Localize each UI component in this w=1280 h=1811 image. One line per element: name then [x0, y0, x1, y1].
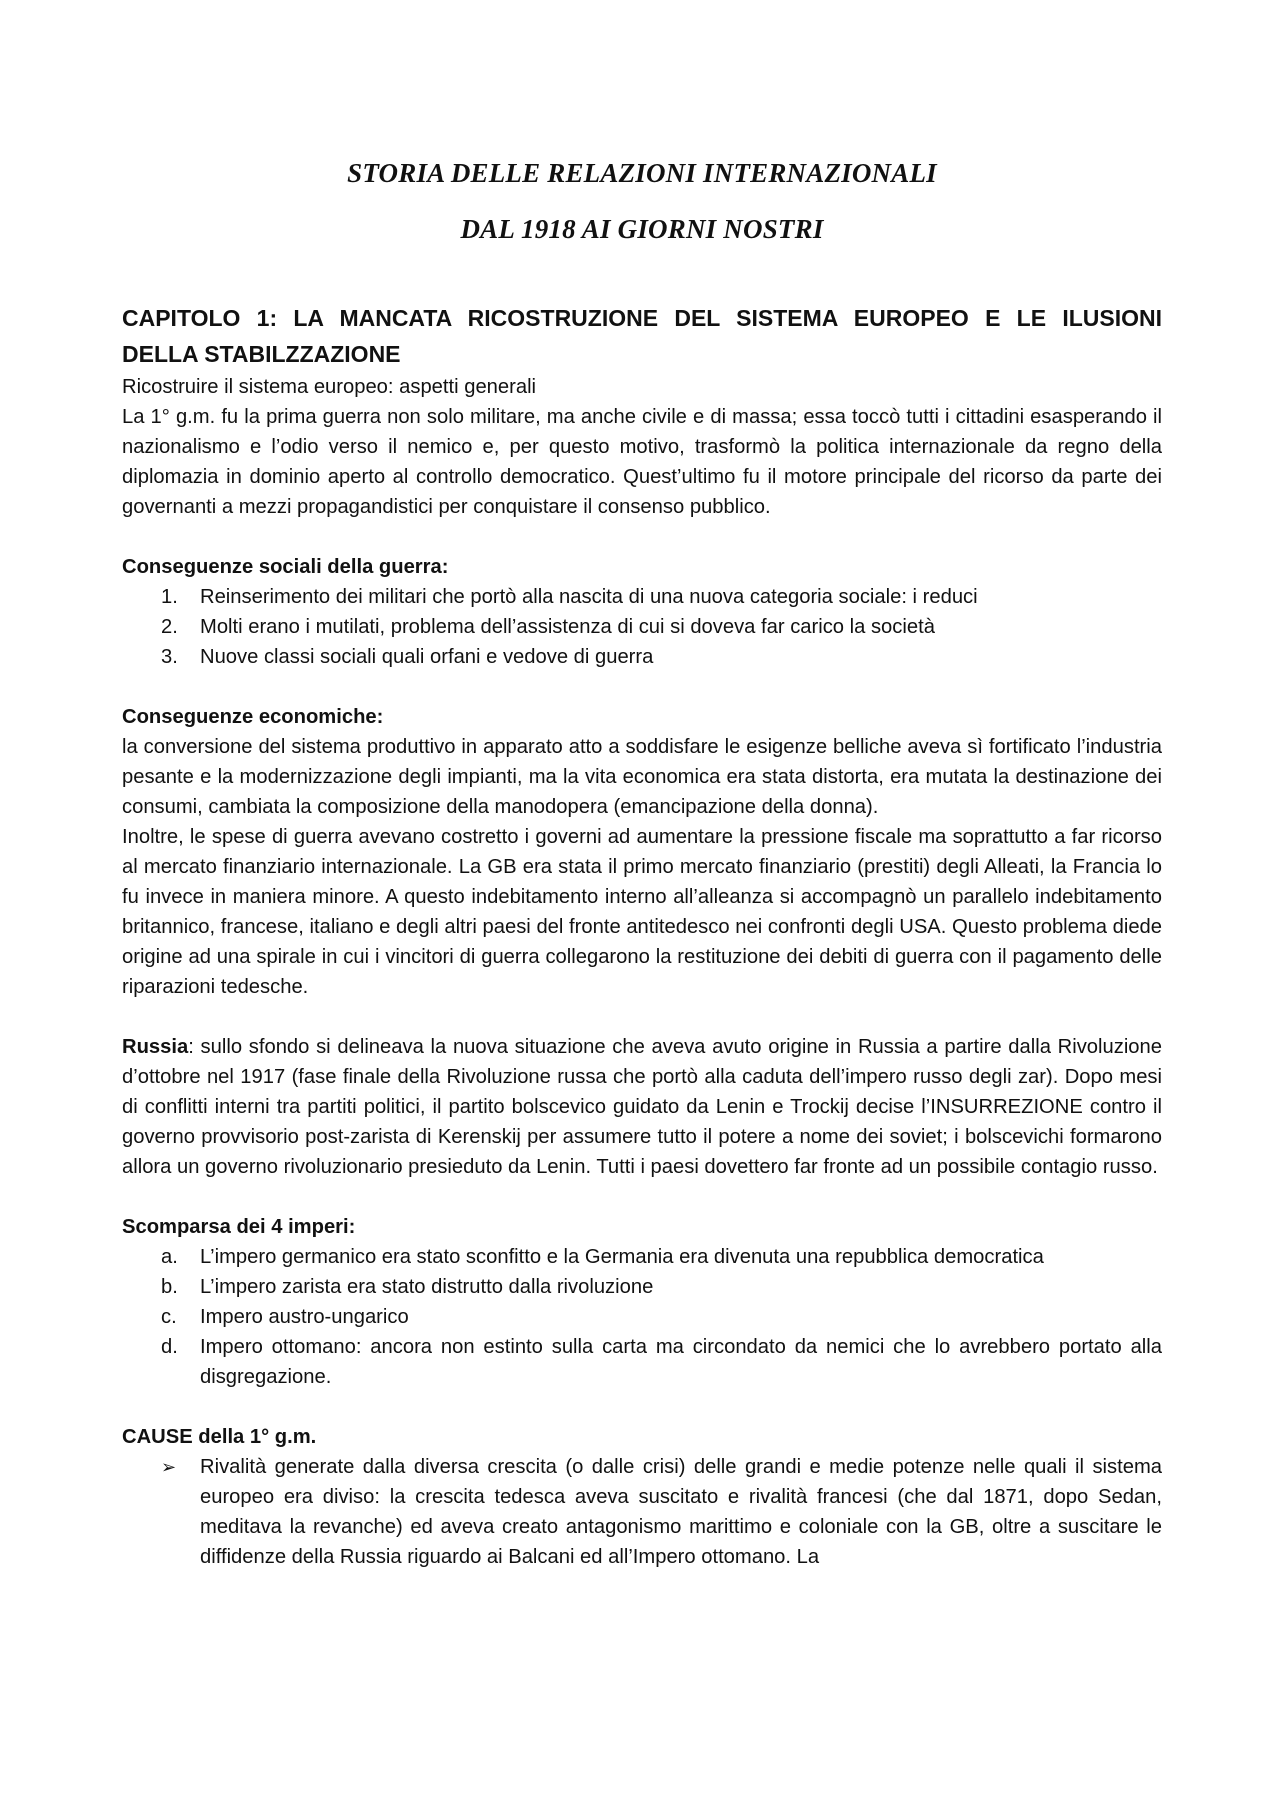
spacer: [122, 672, 1162, 702]
list-item: [122, 1272, 1162, 1302]
list-marker: 2.: [161, 616, 178, 638]
chapter-heading-line-2: DELLA STABILZZAZIONE: [122, 341, 401, 367]
causes-heading: CAUSE della 1° g.m.: [122, 1426, 317, 1448]
list-item: [122, 642, 1162, 672]
causes-list: [122, 1452, 1162, 1572]
spacer: [122, 1392, 1162, 1422]
list-marker: 1.: [161, 586, 178, 608]
russia-paragraph: [122, 1032, 1162, 1182]
spacer: [122, 522, 1162, 552]
document-title-line-1: STORIA DELLE RELAZIONI INTERNAZIONALI: [347, 158, 937, 188]
document-title-line-2: DAL 1918 AI GIORNI NOSTRI: [460, 214, 824, 244]
list-item-text: Nuove classi sociali quali orfani e vedove di guerra: [200, 646, 654, 668]
chapter-heading: [122, 300, 1162, 372]
empires-list: [122, 1242, 1162, 1392]
spacer: [122, 1002, 1162, 1032]
list-item-text: Impero austro-ungarico: [200, 1306, 409, 1328]
intro-paragraph: La 1° g.m. fu la prima guerra non solo militare, ma anche civile e di massa; essa toccò tutti i cittadini esasperando il nazionalismo e l’odio verso il nemico e, per questo motivo, trasformò la politica internazionale da regno della diplomazia in dominio aperto al controllo democratico. Quest’ultimo fu il motore principale del ricorso da parte dei governanti a mezzi propagandistici per conquistare il consenso pubblico.: [122, 406, 1162, 518]
list-marker: c.: [161, 1306, 177, 1328]
economic-paragraph-2: Inoltre, le spese di guerra avevano costretto i governi ad aumentare la pressione fiscale ma soprattutto a far ricorso al mercato finanziario internazionale. La GB era stata il primo mercato finanziario (prestiti) degli Alleati, la Francia lo fu invece in maniera minore. A questo indebitamento interno all’alleanza si accompagnò un parallelo indebitamento britannico, francese, italiano e degli altri paesi del fronte antitedesco nei confronti degli USA. Questo problema diede origine ad una spirale in cui i vincitori di guerra collegarono la restituzione dei debiti di guerra con il pagamento delle riparazioni tedesche.: [122, 826, 1162, 998]
list-item: [122, 1302, 1162, 1332]
list-marker: b.: [161, 1276, 178, 1298]
list-item: [122, 612, 1162, 642]
arrow-bullet-icon: ➢: [161, 1457, 177, 1477]
spacer: [122, 1182, 1162, 1212]
social-consequences-heading: Conseguenze sociali della guerra:: [122, 556, 449, 578]
list-marker: 3.: [161, 646, 178, 668]
list-item: [122, 1452, 1162, 1572]
economic-consequences-heading: Conseguenze economiche:: [122, 706, 384, 728]
list-item-text: Rivalità generate dalla diversa crescita (o dalle crisi) delle grandi e medie potenze nelle quali il sistema europeo era diviso: la crescita tedesca aveva suscitato e rivalità francesi (che dal 1871, dopo Sedan, meditava la revanche) ed aveva creato antagonismo marittimo e coloniale con la GB, oltre a suscitare le diffidenze della Russia riguardo ai Balcani ed all’Impero ottomano. La: [200, 1456, 1162, 1568]
list-item-text: Molti erano i mutilati, problema dell’assistenza di cui si doveva far carico la società: [200, 616, 935, 638]
chapter-heading-line-1: CAPITOLO 1: LA MANCATA RICOSTRUZIONE DEL SISTEMA EUROPEO E LE ILUSIONI: [122, 305, 1162, 331]
social-consequences-list: [122, 582, 1162, 672]
list-item: [122, 582, 1162, 612]
list-item: [122, 1332, 1162, 1392]
list-item-text: Impero ottomano: ancora non estinto sulla carta ma circondato da nemici che lo avrebbero portato alla disgregazione.: [200, 1336, 1162, 1388]
list-item-text: Reinserimento dei militari che portò alla nascita di una nuova categoria sociale: i reduci: [200, 586, 978, 608]
russia-label: Russia: [122, 1036, 189, 1058]
document-page: [122, 0, 1162, 1572]
list-marker: a.: [161, 1246, 178, 1268]
list-item-text: L’impero germanico era stato sconfitto e la Germania era divenuta una repubblica democratica: [200, 1246, 1044, 1268]
economic-paragraph-1: la conversione del sistema produttivo in apparato atto a soddisfare le esigenze belliche aveva sì fortificato l’industria pesante e la modernizzazione degli impianti, ma la vita economica era stata distorta, era mutata la destinazione dei consumi, cambiata la composizione della manodopera (emancipazione della donna).: [122, 736, 1162, 818]
russia-text: : sullo sfondo si delineava la nuova situazione che aveva avuto origine in Russia a partire dalla Rivoluzione d’ottobre nel 1917 (fase finale della Rivoluzione russa che portò alla caduta dell’impero russo degli zar). Dopo mesi di conflitti interni tra partiti politici, il partito bolscevico guidato da Lenin e Trockij decise l’INSURREZIONE contro il governo provvisorio post-zarista di Kerenskij per assumere tutto il potere a nome dei soviet; i bolscevichi formarono allora un governo rivoluzionario presieduto da Lenin. Tutti i paesi dovettero far fronte ad un possibile contagio russo.: [122, 1036, 1162, 1178]
list-item: [122, 1242, 1162, 1272]
section-subtitle: Ricostruire il sistema europeo: aspetti generali: [122, 376, 537, 398]
empires-heading: Scomparsa dei 4 imperi:: [122, 1216, 356, 1238]
list-marker: d.: [161, 1336, 178, 1358]
list-item-text: L’impero zarista era stato distrutto dalla rivoluzione: [200, 1276, 654, 1298]
